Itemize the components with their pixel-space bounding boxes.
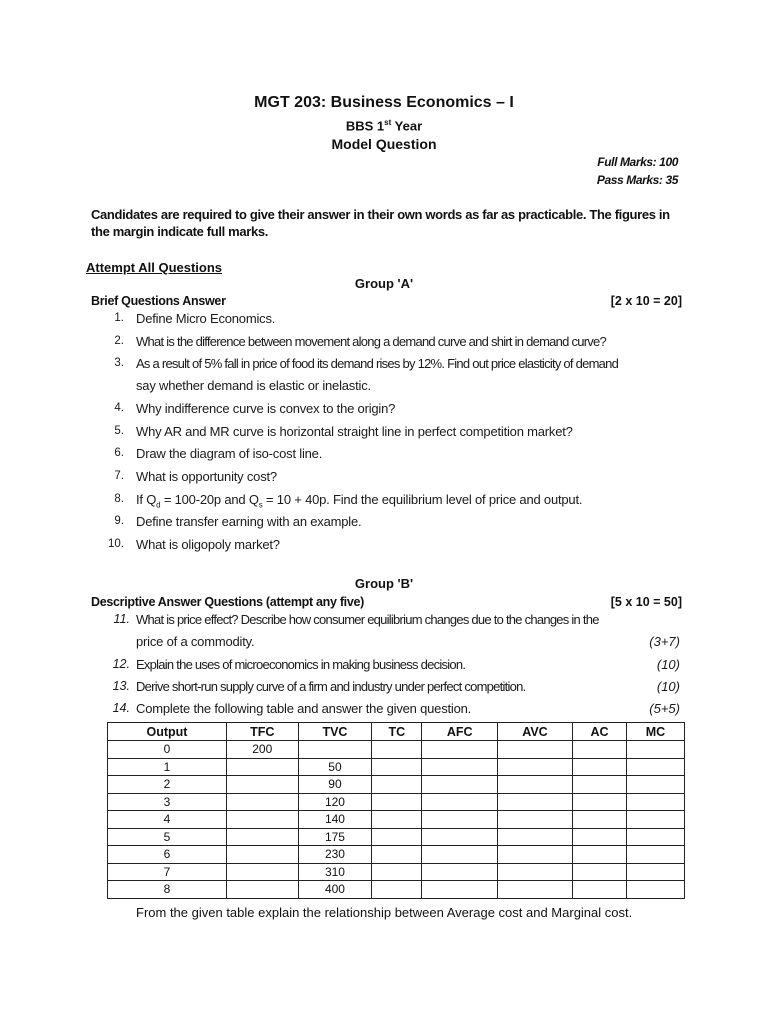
table-row xyxy=(108,741,685,759)
table-cell: 6 xyxy=(108,846,227,864)
equation-part: = 10 + 40p. Find the equilibrium level of price and output. xyxy=(262,492,583,507)
table-cell xyxy=(572,741,626,759)
table-row xyxy=(108,881,685,899)
table-cell xyxy=(626,828,684,846)
column-header-output: Output xyxy=(108,723,227,741)
question-marks: (10) xyxy=(656,657,680,672)
table-cell xyxy=(422,863,498,881)
column-header-ac: AC xyxy=(572,723,626,741)
table-cell xyxy=(422,846,498,864)
group-a-heading: Brief Questions Answer xyxy=(91,294,226,308)
table-cell xyxy=(572,811,626,829)
column-header-avc: AVC xyxy=(498,723,573,741)
column-header-afc: AFC xyxy=(422,723,498,741)
paper-title: MGT 203: Business Economics – I xyxy=(254,94,514,111)
pass-marks: Pass Marks: 35 xyxy=(596,173,678,187)
final-question: From the given table explain the relationship between Average cost and Marginal cost. xyxy=(136,905,633,920)
column-header-tfc: TFC xyxy=(226,723,298,741)
equation-part: If Q xyxy=(136,492,157,507)
question-text xyxy=(136,492,682,510)
program-year xyxy=(0,118,768,133)
table-cell: 2 xyxy=(108,776,227,794)
table-cell xyxy=(226,811,298,829)
demand-subscript: d xyxy=(156,500,161,510)
table-cell xyxy=(572,863,626,881)
table-cell xyxy=(498,793,573,811)
table-cell xyxy=(498,881,573,899)
table-cell xyxy=(572,881,626,899)
table-cell xyxy=(372,741,422,759)
table-cell xyxy=(422,741,498,759)
table-cell: 50 xyxy=(298,758,372,776)
table-row xyxy=(108,828,685,846)
paper-type: Model Question xyxy=(331,136,437,152)
question-text: Define transfer earning with an example. xyxy=(136,514,362,529)
table-row xyxy=(108,776,685,794)
table-cell xyxy=(422,811,498,829)
cost-table xyxy=(107,722,685,899)
table-cell: 0 xyxy=(108,741,227,759)
instructions: Candidates are required to give their answer in their own words as far as practicable. The figures in the margin indicate full marks. xyxy=(91,207,670,239)
table-cell xyxy=(226,828,298,846)
question-number: 12. xyxy=(112,657,130,671)
table-cell: 90 xyxy=(298,776,372,794)
table-cell xyxy=(572,846,626,864)
table-cell xyxy=(372,811,422,829)
table-cell: 1 xyxy=(108,758,227,776)
table-cell xyxy=(498,828,573,846)
column-header-tc: TC xyxy=(372,723,422,741)
table-cell xyxy=(572,776,626,794)
table-cell xyxy=(626,776,684,794)
table-cell: 4 xyxy=(108,811,227,829)
question-number: 6. xyxy=(114,447,124,459)
table-row xyxy=(108,811,685,829)
column-header-tvc: TVC xyxy=(298,723,372,741)
group-a-title: Group 'A' xyxy=(354,276,414,291)
table-cell: 5 xyxy=(108,828,227,846)
table-cell: 7 xyxy=(108,863,227,881)
table-cell xyxy=(226,793,298,811)
table-cell xyxy=(626,846,684,864)
question-number: 7. xyxy=(114,470,124,482)
group-b-marks: [5 x 10 = 50] xyxy=(610,595,682,609)
table-cell xyxy=(572,828,626,846)
table-cell xyxy=(422,793,498,811)
table-cell xyxy=(498,741,573,759)
table-row xyxy=(108,793,685,811)
question-text: Derive short-run supply curve of a firm and industry under perfect competition. xyxy=(136,679,526,694)
question-text: What is the difference between movement along a demand curve and shirt in demand curve? xyxy=(136,334,606,349)
question-number: 4. xyxy=(114,402,124,414)
table-cell xyxy=(226,776,298,794)
group-b-title: Group 'B' xyxy=(354,576,414,591)
table-row xyxy=(108,863,685,881)
question-text: Complete the following table and answer the given question. xyxy=(136,701,472,716)
program-superscript: st xyxy=(384,118,392,127)
table-cell xyxy=(226,863,298,881)
question-text: Why AR and MR curve is horizontal straight line in perfect competition market? xyxy=(136,424,573,439)
question-marks: (10) xyxy=(656,679,680,694)
table-cell xyxy=(626,741,684,759)
table-cell xyxy=(626,758,684,776)
column-header-mc: MC xyxy=(626,723,684,741)
table-cell xyxy=(226,758,298,776)
table-cell xyxy=(498,811,573,829)
question-number: 13. xyxy=(112,679,130,693)
question-text: Draw the diagram of iso-cost line. xyxy=(136,446,323,461)
table-cell: 310 xyxy=(298,863,372,881)
table-cell: 140 xyxy=(298,811,372,829)
table-cell xyxy=(372,828,422,846)
question-number: 8. xyxy=(114,493,124,505)
question-number: 9. xyxy=(114,515,124,527)
table-cell xyxy=(498,846,573,864)
table-cell xyxy=(226,881,298,899)
table-cell: 230 xyxy=(298,846,372,864)
table-cell xyxy=(422,758,498,776)
table-body xyxy=(108,741,685,899)
question-number: 5. xyxy=(114,425,124,437)
table-cell xyxy=(572,758,626,776)
question-marks: (3+7) xyxy=(649,634,680,649)
question-text: As a result of 5% fall in price of food its demand rises by 12%. Find out price elasticity of demand xyxy=(136,356,619,371)
question-text-continued: say whether demand is elastic or inelastic. xyxy=(136,378,371,393)
table-cell: 400 xyxy=(298,881,372,899)
table-cell: 120 xyxy=(298,793,372,811)
supply-subscript: s xyxy=(258,500,263,510)
question-text: Explain the uses of microeconomics in making business decision. xyxy=(136,657,466,672)
table-header-row xyxy=(108,723,685,741)
question-text: Why indifference curve is convex to the origin? xyxy=(136,401,396,416)
table-cell: 8 xyxy=(108,881,227,899)
question-marks: (5+5) xyxy=(649,701,680,716)
question-number: 1. xyxy=(114,312,124,324)
question-number: 3. xyxy=(114,357,124,369)
full-marks: Full Marks: 100 xyxy=(597,155,678,169)
table-cell xyxy=(226,846,298,864)
table-cell xyxy=(372,863,422,881)
table-cell xyxy=(626,793,684,811)
table-cell: 3 xyxy=(108,793,227,811)
table-cell xyxy=(572,793,626,811)
table-cell xyxy=(498,758,573,776)
table-cell xyxy=(298,741,372,759)
question-number: 10. xyxy=(108,538,124,550)
table-cell xyxy=(372,881,422,899)
question-number: 11. xyxy=(113,612,130,626)
table-cell xyxy=(372,776,422,794)
program-suffix: Year xyxy=(391,118,423,134)
table-cell xyxy=(626,863,684,881)
attempt-all-heading: Attempt All Questions xyxy=(86,260,223,275)
equation-part: = 100-20p and Q xyxy=(160,492,259,507)
table-cell xyxy=(422,881,498,899)
table-cell xyxy=(498,776,573,794)
question-number: 14. xyxy=(112,701,130,715)
question-number: 2. xyxy=(114,335,124,347)
table-cell xyxy=(372,758,422,776)
table-cell xyxy=(498,863,573,881)
group-b-heading: Descriptive Answer Questions (attempt any five) xyxy=(91,595,365,609)
table-row xyxy=(108,846,685,864)
table-cell xyxy=(626,881,684,899)
table-cell xyxy=(372,793,422,811)
table-cell xyxy=(422,828,498,846)
table-cell: 200 xyxy=(226,741,298,759)
question-text-continued: price of a commodity. xyxy=(136,634,255,649)
question-text: What is opportunity cost? xyxy=(136,469,277,484)
question-text: What is price effect? Describe how consumer equilibrium changes due to the changes in the xyxy=(136,612,599,627)
table-row xyxy=(108,758,685,776)
question-text: What is oligopoly market? xyxy=(136,537,280,552)
group-a-marks: [2 x 10 = 20] xyxy=(610,294,682,308)
program-name: BBS 1 xyxy=(345,118,385,134)
table-cell xyxy=(626,811,684,829)
table-cell xyxy=(372,846,422,864)
table-cell xyxy=(422,776,498,794)
question-text: Define Micro Economics. xyxy=(136,311,276,326)
table-cell: 175 xyxy=(298,828,372,846)
